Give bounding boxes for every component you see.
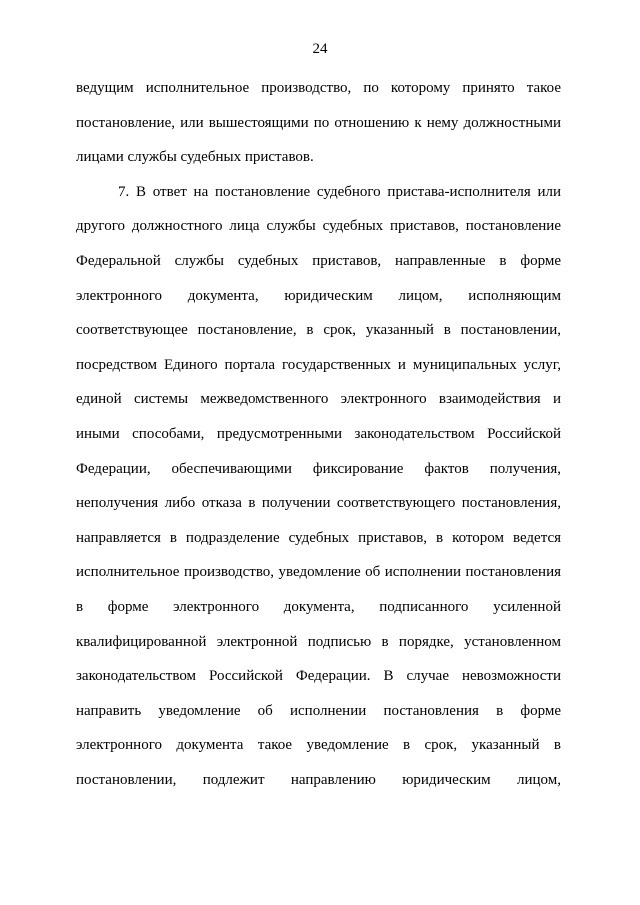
text-line: иными способами, предусмотренными законодательством Российской: [76, 425, 561, 442]
paragraph-first-line: 7. В ответ на постановление судебного пристава-исполнителя или: [118, 183, 561, 200]
text-line: постановление, или вышестоящими по отношению к нему должностными: [76, 114, 561, 131]
text-line: Федеральной службы судебных приставов, направленные в форме: [76, 252, 561, 269]
page-number: 24: [312, 41, 328, 57]
text-line: лицами службы судебных приставов.: [76, 149, 314, 166]
document-body: [76, 79, 561, 805]
text-line: направить уведомление об исполнении постановления в форме: [76, 702, 561, 719]
text-line: соответствующее постановление, в срок, указанный в постановлении,: [76, 322, 561, 339]
text-line: электронного документа такое уведомление в срок, указанный в: [76, 737, 561, 754]
text-line: направляется в подразделение судебных приставов, в котором ведется: [76, 529, 561, 546]
text-line: другого должностного лица службы судебных приставов, постановление: [76, 218, 561, 235]
text-line: Федерации, обеспечивающими фиксирование фактов получения,: [76, 460, 561, 477]
text-line: единой системы межведомственного электронного взаимодействия и: [76, 391, 561, 408]
text-line: исполнительное производство, уведомление об исполнении постановления: [76, 564, 561, 581]
text-line: законодательством Российской Федерации. В случае невозможности: [76, 668, 561, 685]
text-line: квалифицированной электронной подписью в порядке, установленном: [76, 633, 561, 650]
text-line: постановлении, подлежит направлению юридическим лицом,: [76, 771, 561, 788]
text-line: посредством Единого портала государственных и муниципальных услуг,: [76, 356, 561, 373]
text-line: неполучения либо отказа в получении соответствующего постановления,: [76, 495, 561, 512]
text-line: ведущим исполнительное производство, по которому принято такое: [76, 80, 561, 96]
text-line: электронного документа, юридическим лицом, исполняющим: [76, 287, 561, 304]
text-line: в форме электронного документа, подписанного усиленной: [76, 598, 561, 615]
